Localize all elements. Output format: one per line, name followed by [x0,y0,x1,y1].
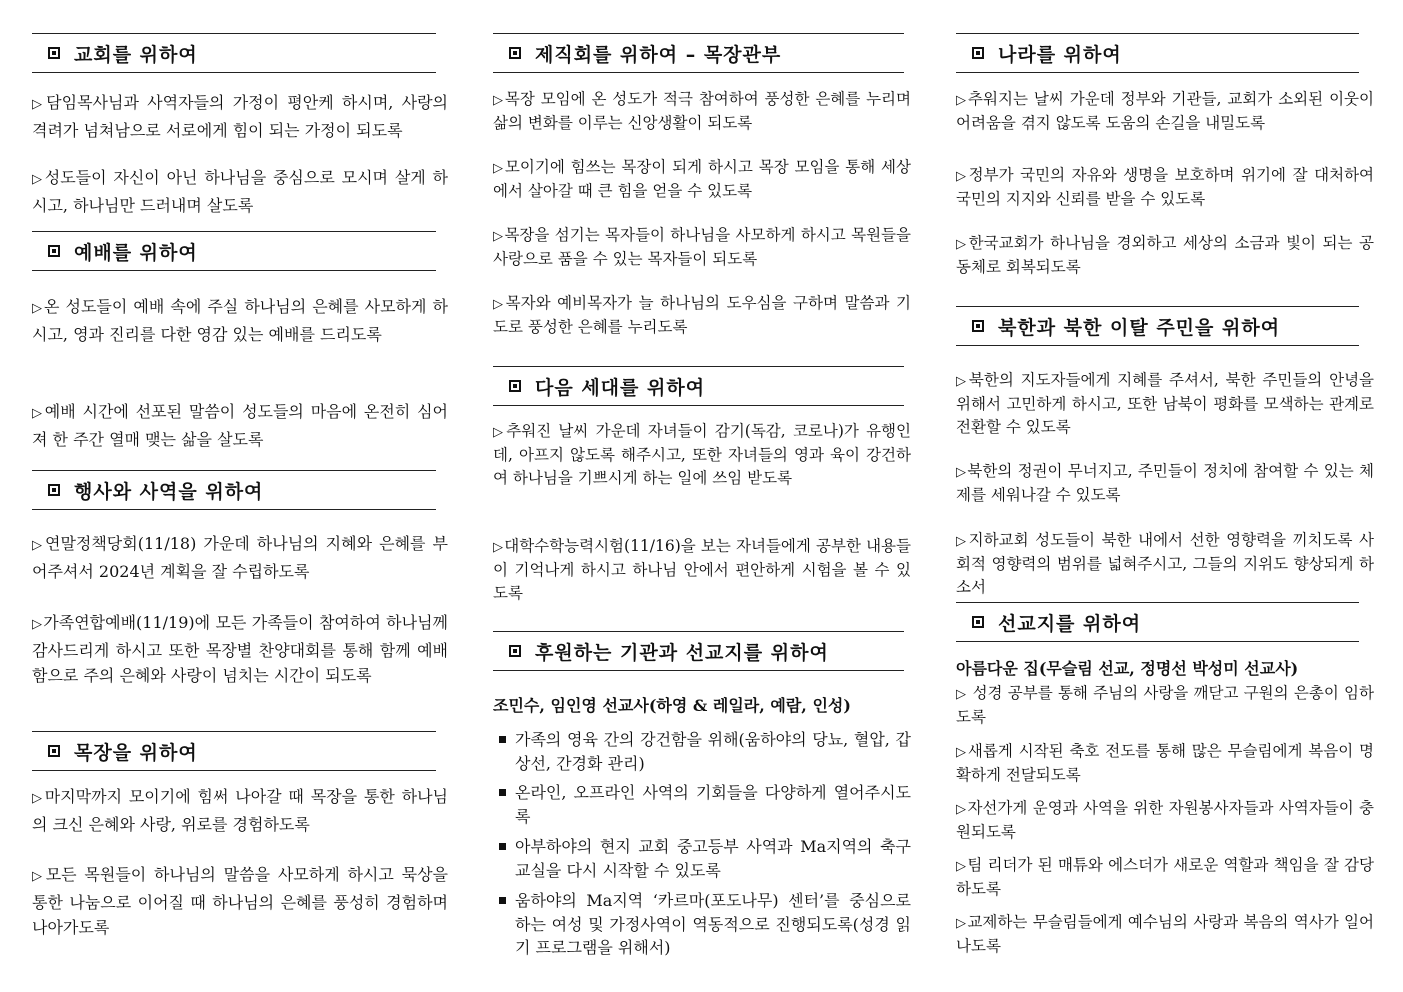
triangle-marker-icon: ▷ [32,791,44,806]
triangle-marker-icon: ▷ [493,93,504,108]
section-header [493,366,904,406]
prayer-item: ▷한국교회가 하나님을 경외하고 세상의 소금과 빛이 되는 공동체로 회복되도록 [956,234,1375,276]
triangle-marker-icon: ▷ [956,93,968,108]
prayer-item: ▷모이기에 힘쓰는 목장이 되게 하시고 목장 모임을 통해 세상에서 살아갈 때 큰 힘을 얻을 수 있도록 [493,158,911,200]
bullet-item: 움하야의 Ma지역 ‘카르마(포도나무) 센터’를 중심으로 하는 여성 및 가정사역이 역동적으로 진행되도록(성경 읽기 프로그램을 위해서) [493,889,911,960]
prayer-item: ▷교제하는 무슬림들에게 예수님의 사랑과 복음의 역사가 일어나도록 [956,913,1375,955]
triangle-marker-icon: ▷ [493,297,505,312]
triangle-marker-icon: ▷ [32,538,44,553]
prayer-item: ▷성도들이 자신이 아닌 하나님을 중심으로 모시며 살게 하시고, 하나님만 드러내며 살도록 [32,168,449,215]
section-north-korea [956,306,1374,346]
triangle-marker-icon: ▷ [956,465,967,480]
section-title: 나라를 위하여 [998,43,1122,66]
triangle-marker-icon: ▷ [32,301,43,316]
triangle-marker-icon: ▷ [956,534,968,549]
section-header [32,470,436,510]
section-header [32,33,436,73]
section-title: 행사와 사역을 위하여 [74,480,264,503]
section-title: 목장을 위하여 [74,741,198,764]
section-header [956,602,1359,642]
prayer-item: ▷예배 시간에 선포된 말씀이 성도들의 마음에 온전히 심어져 한 주간 열매 맺는 삶을 살도록 [32,402,449,449]
triangle-marker-icon: ▷ [493,161,504,176]
prayer-item: ▷ 성경 공부를 통해 주님의 사랑을 깨닫고 구원의 은총이 임하도록 [956,684,1374,726]
bullet-item: 아부하야의 현지 교회 중고등부 사역과 Ma지역의 축구교실을 다시 시작할 수 있도록 [493,835,911,882]
section-header [956,33,1359,73]
section-title: 제직회를 위하여 – 목장관부 [535,43,782,66]
triangle-marker-icon: ▷ [956,859,967,874]
prayer-item: ▷추워지는 날씨 가운데 정부와 기관들, 교회가 소외된 이웃이 어려움을 겪지 않도록 도움의 손길을 내밀도록 [956,90,1374,132]
prayer-item: ▷팀 리더가 된 매튜와 에스더가 새로운 역할과 책임을 잘 감당하도록 [956,856,1374,898]
square-bullet-icon [972,320,984,332]
section-title: 교회를 위하여 [74,43,198,66]
triangle-marker-icon: ▷ [493,425,506,440]
section-worship [32,231,448,271]
prayer-item: ▷가족연합예배(11/19)에 모든 가족들이 참여하여 하나님께 감사드리게 하시고 또한 목장별 찬양대회를 통해 함께 예배함으로 주의 은혜와 사랑이 넘치는 시간이 되도록 [32,613,448,685]
missionary-name: 조민수, 임인영 선교사(하영 & 레일라, 예람, 인성) [493,696,851,715]
triangle-marker-icon: ▷ [493,229,504,244]
prayer-item: ▷새롭게 시작된 축호 전도를 통해 많은 무슬림에게 복음이 명확하게 전달되도록 [956,742,1374,784]
prayer-item: ▷마지막까지 모이기에 힘써 나아갈 때 목장을 통한 하나님의 크신 은혜와 사랑, 위로를 경험하도록 [32,787,449,834]
section-header [493,33,904,73]
section-support-missions [493,631,911,671]
section-mission-field [956,602,1374,642]
prayer-item: ▷온 성도들이 예배 속에 주실 하나님의 은혜를 사모하게 하시고, 영과 진리를 다한 영감 있는 예배를 드리도록 [32,297,448,344]
triangle-marker-icon: ▷ [956,745,967,760]
triangle-marker-icon: ▷ [956,687,967,702]
section-next-generation [493,366,911,406]
prayer-item: ▷모든 목원들이 하나님의 말씀을 사모하게 하시고 묵상을 통한 나눔으로 이어질 때 하나님의 은혜를 풍성히 경험하며 나아가도록 [32,865,448,937]
square-bullet-icon [509,380,521,392]
triangle-marker-icon: ▷ [32,172,44,187]
section-header [956,306,1359,346]
triangle-marker-icon: ▷ [956,169,968,184]
triangle-marker-icon: ▷ [32,617,43,632]
section-title: 선교지를 위하여 [998,612,1142,635]
section-church [32,33,448,73]
triangle-marker-icon: ▷ [32,869,45,884]
triangle-marker-icon: ▷ [32,97,46,112]
section-title: 북한과 북한 이탈 주민을 위하여 [998,316,1281,339]
prayer-item: ▷목장을 섬기는 목자들이 하나님을 사모하게 하시고 목원들을 사랑으로 품을 수 있는 목자들이 되도록 [493,226,912,268]
square-bullet-icon [972,616,984,628]
square-bullet-icon [48,245,60,257]
prayer-item: ▷북한의 지도자들에게 지혜를 주셔서, 북한 주민들의 안녕을 위해서 고민하게 하시고, 또한 남북이 평화를 모색하는 관계로 전환할 수 있도록 [956,371,1375,436]
triangle-marker-icon: ▷ [956,374,968,389]
prayer-item: ▷지하교회 성도들이 북한 내에서 선한 영향력을 끼치도록 사회적 영향력의 범위를 넓혀주시고, 그들의 지위도 향상되게 하소서 [956,531,1375,596]
triangle-marker-icon: ▷ [956,802,967,817]
square-bullet-icon [509,645,521,657]
section-header [32,231,436,271]
square-bullet-icon [509,47,521,59]
square-bullet-icon [48,47,60,59]
section-deacons [493,33,911,73]
prayer-item: ▷담임목사님과 사역자들의 가정이 평안케 하시며, 사랑의 격려가 넘쳐남으로 서로에게 힘이 되는 가정이 되도록 [32,93,448,140]
square-bullet-icon [972,47,984,59]
prayer-item: ▷추워진 날씨 가운데 자녀들이 감기(독감, 코로나)가 유행인데, 아프지 않도록 해주시고, 또한 자녀들의 영과 육이 강건하여 하나님을 기쁘시게 하는 일에 쓰임 받도록 [493,422,912,487]
prayer-item: ▷자선가게 운영과 사역을 위한 자원봉사자들과 사역자들이 충원되도록 [956,799,1375,841]
section-title: 예배를 위하여 [74,241,198,264]
prayer-item: ▷정부가 국민의 자유와 생명을 보호하며 위기에 잘 대처하여 국민의 지지와 신뢰를 받을 수 있도록 [956,166,1375,208]
bullet-item: 온라인, 오프라인 사역의 기회들을 다양하게 열어주시도록 [493,781,911,828]
triangle-marker-icon: ▷ [493,540,504,555]
section-header [493,631,904,671]
triangle-marker-icon: ▷ [956,916,967,931]
section-title: 다음 세대를 위하여 [535,376,706,399]
triangle-marker-icon: ▷ [956,237,968,252]
section-mokjang [32,731,448,771]
section-title: 후원하는 기관과 선교지를 위하여 [535,641,829,664]
missionary-name: 아름다운 집(무슬림 선교, 정명선 박성미 선교사) [956,659,1299,678]
prayer-item: ▷대학수학능력시험(11/16)을 보는 자녀들에게 공부한 내용들이 기억나게 하시고 하나님 안에서 편안하게 시험을 볼 수 있도록 [493,537,912,602]
prayer-item: ▷북한의 정권이 무너지고, 주민들이 정치에 참여할 수 있는 체제를 세워나갈 수 있도록 [956,462,1375,504]
section-events [32,470,448,510]
prayer-item: ▷목자와 예비목자가 늘 하나님의 도우심을 구하며 말씀과 기도로 풍성한 은혜를 누리도록 [493,294,912,336]
square-bullet-icon [48,745,60,757]
prayer-item: ▷연말정책당회(11/18) 가운데 하나님의 지혜와 은혜를 부어주셔서 2024년 계획을 잘 수립하도록 [32,534,448,581]
prayer-item: ▷목장 모임에 온 성도가 적극 참여하여 풍성한 은혜를 누리며 삶의 변화를 이루는 신앙생활이 되도록 [493,90,911,132]
section-nation [956,33,1374,73]
square-bullet-icon [48,484,60,496]
bullet-item: 가족의 영육 간의 강건함을 위해(움하야의 당뇨, 혈압, 갑상선, 간경화 관리) [493,728,911,775]
section-header [32,731,436,771]
triangle-marker-icon: ▷ [32,406,44,421]
